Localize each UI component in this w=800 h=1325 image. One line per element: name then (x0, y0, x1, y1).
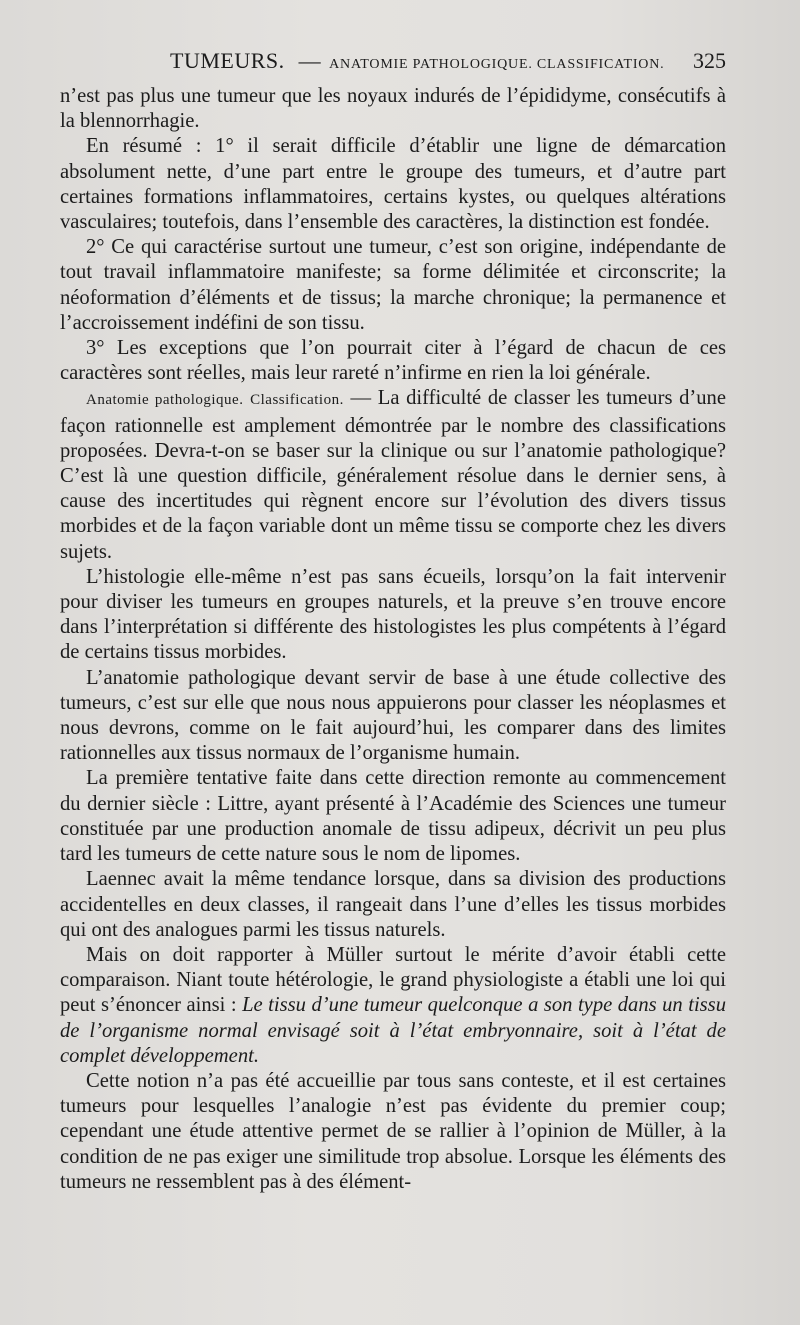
running-title (170, 48, 664, 74)
section-heading-classification: Classification. (250, 392, 344, 409)
paragraph: L’histologie elle-même n’est pas sans écueils, lorsqu’on la fait intervenir pour diviser les tumeurs en groupes naturels, et la preuve s’en trouve encore dans l’interprétation si différente des histologistes les plus compétents à l’égard de certains tissus morbides. (60, 565, 726, 664)
paragraph: Laennec avait la même tendance lorsque, dans sa division des productions accidentelles en deux classes, il rangeait dans l’une d’elles les tissus morbides qui ont des analogues parmi les tissus naturels. (60, 868, 726, 941)
page-number: 325 (693, 48, 726, 73)
header-subtitle: ANATOMIE PATHOLOGIQUE. CLASSIFICATION. (329, 57, 665, 72)
paragraph-text: Mais on doit rapporter à Müller surtout le mérite d’avoir établi cette comparaison. Niant toute hétérologie, le grand physiologiste a établi une loi qui peut s’énoncer ainsi : (60, 943, 726, 1017)
mueller-law-quote: Le tissu d’une tumeur quelconque a son type dans un tissu de l’organisme normal envisagé soit à l’état embryonnaire, soit à l’état de complet développement. (60, 994, 726, 1067)
paragraph: 3° Les exceptions que l’on pourrait citer à l’égard de chacun de ces caractères sont réelles, mais leur rareté n’infirme en rien la loi générale. (60, 337, 726, 385)
paragraph: En résumé : 1° il serait difficile d’établir une ligne de démarcation absolument nette, d’une part entre le groupe des tumeurs, et d’autre part certaines formations inflammatoires, certains kystes, ou quelques altérations vasculaires; toutefois, dans l’ensemble des caractères, la distinction est fondée. (60, 135, 726, 234)
section-dash: — (350, 387, 372, 410)
header-title: TUMEURS. (170, 48, 285, 73)
paragraph: 2° Ce qui caractérise surtout une tumeur, c’est son origine, indépendante de tout travail inflammatoire manifeste; sa forme délimitée et circonscrite; la néoformation d’éléments et de tissus; la marche chronique; la permanence et l’accroissement indéfini de son tissu. (60, 236, 726, 334)
paragraph: Cette notion n’a pas été accueillie par tous sans conteste, et il est certaines tumeurs pour lesquelles l’analogie n’est pas évidente du premier coup; cependant une étude attentive permet de se rallier à l’opinion de Müller, à la condition de ne pas exiger une similitude trop absolue. Lorsque les éléments des tumeurs ne ressemblent pas à des élément- (60, 1069, 726, 1193)
header-dash: — (298, 48, 322, 73)
paragraph: n’est pas plus une tumeur que les noyaux indurés de l’épididyme, consécutifs à la blennorrhagie. (60, 85, 726, 133)
running-header (60, 48, 726, 78)
paragraph (60, 943, 726, 1069)
section-paragraph (60, 386, 726, 564)
section-text: La difficulté de classer les tumeurs d’une façon rationnelle est amplement démontrée par le nombre des classifications proposées. Devra-t-on se baser sur la clinique ou sur l’anatomie pathologique? C’est là une question difficile, généralement résolue dans le dernier sens, à cause des incertitudes qui règnent encore sur l’évolution des divers tissus morbides et de la façon variable dont un même tissu se comporte chez les divers sujets. (60, 387, 726, 563)
paragraph: La première tentative faite dans cette direction remonte au commencement du dernier siècle : Littre, ayant présenté à l’Académie des Sciences une tumeur constituée par une production anomale de tissu adipeux, décrivit un peu plus tard les tumeurs de cette nature sous le nom de lipomes. (60, 767, 726, 866)
body-text (60, 84, 726, 1195)
section-heading-anatomie: Anatomie pathologique. (86, 392, 244, 409)
paragraph: L’anatomie pathologique devant servir de base à une étude collective des tumeurs, c’est sur elle que nous nous appuierons pour classer les néoplasmes et nous devrons, comme on le fait aujourd’hui, les comparer dans des limites rationnelles aux tissus normaux de l’organisme humain. (60, 666, 726, 765)
